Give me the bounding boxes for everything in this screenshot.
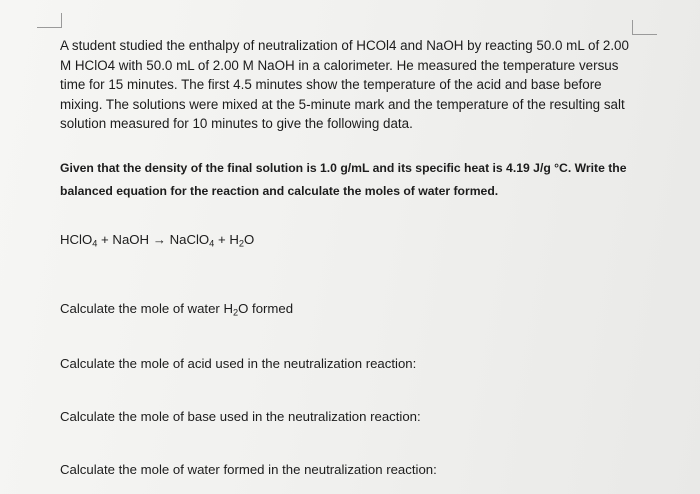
equation-product-water: + H — [214, 232, 239, 247]
crop-mark-top-right — [632, 20, 657, 35]
equation-product-salt: NaClO — [165, 232, 210, 247]
question-moles-acid: Calculate the mole of acid used in the neutralization reaction: — [60, 356, 417, 371]
problem-intro: A student studied the enthalpy of neutralization of HCOl4 and NaOH by reacting 50.0 mL of 2.00 M HClO4 with 50.0 mL of 2.00 M NaOH in a calorimeter. He measured the temperature versus time for 15 minutes. The first 4.5 minutes show the temperature of the acid and base before mixing. The solutions were mixed at the 5-minute mark and the temperature of the resulting salt solution measured for 10 minutes to give the following data. — [60, 38, 629, 132]
balanced-equation — [60, 231, 254, 249]
question-moles-base: Calculate the mole of base used in the neutralization reaction: — [60, 409, 421, 424]
question-moles-water — [60, 300, 293, 318]
question-text-end: O formed — [238, 301, 294, 316]
equation-subscript: 2 — [238, 238, 244, 249]
equation-subscript: 4 — [92, 238, 98, 249]
equation-subscript: 4 — [209, 238, 215, 249]
question-subscript: 2 — [232, 307, 239, 318]
equation-product-water-end: O — [244, 232, 255, 247]
equation-reactant-base: + NaOH — [97, 232, 153, 247]
question-moles-water-reaction: Calculate the mole of water formed in the neutralization reaction: — [60, 462, 437, 477]
crop-mark-top-left — [37, 13, 62, 28]
given-instructions: Given that the density of the final solution is 1.0 g/mL and its specific heat is 4.19 J/g °C. Write the balanced equation for the reaction and calculate the moles of water formed. — [60, 161, 627, 198]
reaction-arrow-icon: → — [152, 232, 166, 247]
equation-reactant-acid: HClO — [60, 232, 93, 247]
question-text: Calculate the mole of water H — [60, 301, 233, 316]
